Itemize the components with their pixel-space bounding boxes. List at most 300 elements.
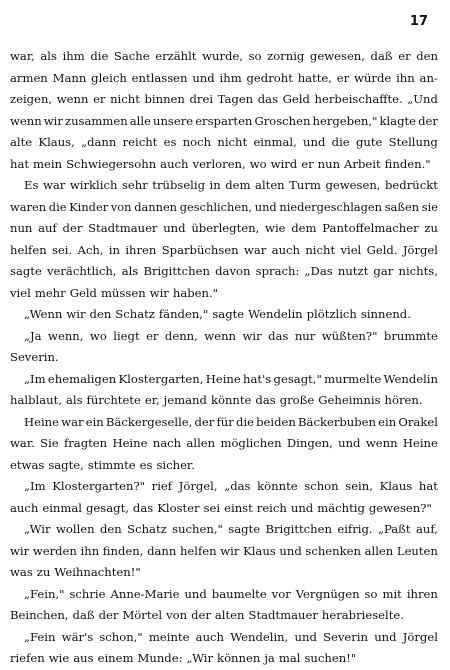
word: schon," [99, 629, 143, 644]
word: war, [10, 49, 35, 63]
word: es [163, 135, 177, 149]
word: auch [10, 500, 39, 515]
word: sagte [228, 522, 261, 536]
word: viel [10, 285, 31, 300]
word: können [217, 651, 261, 665]
word: mit [382, 586, 402, 601]
text-line [10, 197, 438, 219]
word: Sie [40, 436, 59, 450]
word: der [194, 414, 215, 429]
word: wirklich [69, 178, 118, 192]
word: Mann [52, 70, 87, 85]
word: nach [152, 436, 182, 450]
word: möglichen [220, 436, 282, 450]
word: trübselig [152, 178, 206, 192]
word: sie [421, 199, 438, 214]
text-line [10, 326, 438, 348]
word: es [139, 457, 153, 472]
word: schenken [305, 543, 361, 558]
word: „Fein [24, 629, 56, 644]
word: den [89, 307, 112, 321]
word: niedergeschlagen [279, 199, 382, 214]
word: nur [294, 328, 316, 343]
word: Munde: [137, 651, 183, 665]
word: der [418, 113, 438, 128]
word: geschlichen, [179, 199, 253, 214]
word: zusammen [64, 113, 128, 128]
word: so [364, 586, 378, 601]
word: Wendelin [248, 307, 303, 321]
word: „Und [407, 92, 438, 106]
word: schrie [69, 586, 106, 601]
word: alle [129, 113, 151, 128]
word: als [65, 393, 83, 407]
word: der [98, 608, 119, 622]
word: Bäckergeselle, [105, 414, 193, 429]
word: war [42, 178, 66, 192]
word: reich [256, 500, 287, 515]
word: daß [72, 608, 95, 622]
word: ihm [219, 70, 242, 85]
word: aus [73, 651, 94, 665]
word: Heine [112, 436, 148, 450]
word: Beinchen, [10, 608, 69, 622]
word: „Wir [186, 651, 214, 665]
word: denn, [164, 328, 198, 343]
word: Bäckerbuben [298, 414, 377, 429]
word: mein [33, 156, 63, 171]
word: könnte [210, 393, 252, 407]
word: wir [43, 113, 63, 128]
word: Wendelin [383, 371, 438, 386]
word: was [10, 565, 33, 579]
word: Schatz [115, 307, 155, 321]
word: einem [97, 651, 134, 665]
text-line [10, 369, 438, 391]
word: einmal, [253, 135, 297, 149]
word: baumelte [211, 586, 267, 601]
word: „Ja [24, 328, 42, 343]
word: halblaut, [10, 393, 62, 407]
word: „Im [24, 371, 46, 386]
word: Es [24, 178, 39, 192]
word: ihn [80, 543, 100, 558]
word: Weihnachten!" [54, 565, 141, 579]
word: und [184, 586, 207, 601]
word: werden [32, 543, 77, 558]
word: Dingen, [286, 436, 333, 450]
word: Klostergarten, [118, 371, 204, 386]
word: er [146, 328, 159, 343]
word: würde [354, 70, 392, 85]
word: wurde, [202, 49, 243, 63]
word: murmelte [324, 371, 382, 386]
word: Severin. [10, 350, 59, 364]
word: fürchtete [86, 393, 141, 407]
word: gewesen, [325, 178, 381, 192]
word: ihm [62, 49, 85, 63]
word: und [279, 543, 302, 558]
word: Brigittchen [143, 264, 210, 278]
word: ehemaligen [47, 371, 117, 386]
word: liegt [113, 328, 140, 343]
word: suchen," [172, 522, 223, 536]
word: sein, [345, 479, 373, 493]
text-line [10, 584, 438, 606]
page-number: 17 [409, 14, 428, 29]
word: und [374, 629, 397, 644]
word: Severin [323, 629, 369, 644]
word: Geld. [366, 242, 398, 257]
word: sei. [51, 242, 73, 257]
word: Leuten [396, 543, 438, 558]
word: mächtig [317, 500, 365, 515]
word: alte [10, 135, 33, 149]
word: einst [224, 500, 253, 515]
word: Stellung [388, 135, 438, 149]
text-line [10, 304, 438, 326]
word: davon [215, 264, 251, 278]
word: er, [144, 393, 160, 407]
word: wo [89, 328, 107, 343]
word: als [121, 264, 139, 278]
word: die [235, 414, 254, 429]
word: die [90, 49, 109, 63]
word: nicht [305, 242, 336, 257]
word: hat [418, 479, 438, 493]
text-line [10, 562, 438, 584]
word: riefen [10, 651, 45, 665]
word: wir [149, 285, 169, 300]
word: Heine [205, 371, 241, 386]
word: stimmte [87, 457, 136, 472]
word: Kinder [69, 199, 109, 214]
word: gar [373, 264, 394, 278]
word: die [331, 135, 350, 149]
text-line [10, 412, 438, 434]
word: große [279, 393, 315, 407]
word: und [303, 135, 326, 149]
word: haben." [172, 285, 219, 300]
word: auch [160, 156, 189, 171]
word: ein [85, 414, 104, 429]
word: schon [304, 479, 339, 493]
word: unsere [153, 113, 194, 128]
word: helfen [10, 242, 47, 257]
word: war [243, 242, 267, 257]
text-line [10, 648, 438, 670]
word: Arbeit [344, 156, 381, 171]
word: Orakel [398, 414, 438, 429]
word: wir [10, 543, 30, 558]
word: herbeischaffte. [314, 92, 403, 106]
word: verächtlich, [46, 264, 117, 278]
word: Klaus, [38, 135, 75, 149]
word: wir [66, 307, 86, 321]
word: Stadtmauer [88, 221, 158, 235]
word: nichts, [398, 264, 438, 278]
word: war. [10, 436, 35, 450]
word: gesagt," [273, 371, 322, 386]
word: zu [424, 221, 438, 235]
word: sicher. [156, 457, 195, 472]
text-line [10, 498, 438, 520]
word: Stadtmauer [248, 608, 318, 622]
word: sagte [212, 307, 245, 321]
word: beiden [256, 414, 296, 429]
word: Klaus [243, 543, 276, 558]
word: Klaus [379, 479, 413, 493]
word: einmal [42, 500, 82, 515]
word: Vergnügen [295, 586, 360, 601]
word: armen [10, 70, 48, 85]
word: Heine [402, 436, 438, 450]
word: suchen!" [304, 651, 357, 665]
word: das [257, 92, 279, 106]
word: viel [340, 242, 362, 257]
text-line [10, 476, 438, 498]
text-line [10, 433, 438, 455]
text-line [10, 390, 438, 412]
word: meinte [148, 629, 190, 644]
word: alten [214, 608, 245, 622]
word: nun [317, 156, 341, 171]
word: etwas [10, 457, 45, 472]
word: zu [36, 565, 51, 579]
text-line [10, 154, 438, 176]
word: vor [271, 586, 291, 601]
word: wenn [365, 436, 398, 450]
word: Geld [69, 285, 97, 300]
word: Jörgel, [178, 479, 218, 493]
word: jemand [163, 393, 207, 407]
word: „Paßt [377, 522, 411, 536]
word: Anne-Marie [110, 586, 180, 601]
word: dannen [134, 199, 178, 214]
word: hat's [243, 371, 272, 386]
word: hat [10, 156, 30, 171]
word: überlegten, [191, 221, 260, 235]
word: ersparten [195, 113, 253, 128]
word: hergeben," [312, 113, 378, 128]
word: bedrückt [384, 178, 438, 192]
word: das [255, 393, 276, 407]
word: allen [186, 436, 216, 450]
word: „Das [304, 264, 333, 278]
word: noch [182, 135, 212, 149]
word: von [110, 199, 132, 214]
word: binnen [144, 92, 185, 106]
word: von [166, 608, 188, 622]
word: wie [265, 221, 286, 235]
word: Wendelin, [230, 629, 289, 644]
word: die [48, 199, 67, 214]
word: er [398, 49, 411, 63]
word: wenn, [48, 328, 84, 343]
word: zeigen, [10, 92, 53, 106]
word: könnte [257, 479, 298, 493]
word: „Fein," [24, 586, 65, 601]
text-line [10, 605, 438, 627]
text-line [10, 347, 438, 369]
word: wollen [55, 522, 95, 536]
word: gedroht [246, 70, 293, 85]
word: Sparbüchsen [161, 242, 239, 257]
word: mehr [34, 285, 66, 300]
word: in [108, 242, 121, 257]
word: Jörgel [402, 629, 438, 644]
word: und [163, 221, 186, 235]
word: fragten [63, 436, 108, 450]
word: an- [419, 70, 438, 85]
word: so [248, 49, 262, 63]
word: daß [370, 49, 393, 63]
word: ein [378, 414, 397, 429]
word: fänden," [158, 307, 209, 321]
word: ihn [396, 70, 415, 85]
word: Schatz [127, 522, 167, 536]
word: als [40, 49, 57, 63]
word: eifrig. [337, 522, 373, 536]
text-line [10, 283, 438, 305]
word: den [416, 49, 438, 63]
word: nun [10, 221, 33, 235]
word: helfen [179, 543, 217, 558]
word: „dann [81, 135, 117, 149]
word: ja [264, 651, 275, 665]
word: „Wir [24, 522, 51, 536]
word: der [62, 221, 83, 235]
word: herabrieselte. [321, 608, 404, 622]
body-text [10, 46, 438, 670]
word: Groschen [254, 113, 311, 128]
word: Geheimnis [318, 393, 381, 407]
word: entlassen [131, 70, 188, 85]
word: gesagt, [86, 500, 129, 515]
word: sei [203, 500, 221, 515]
word: „Wenn [24, 307, 63, 321]
word: müssen [100, 285, 146, 300]
word: den [100, 522, 122, 536]
word: und [338, 436, 361, 450]
word: wir [220, 543, 240, 558]
word: wird [270, 156, 298, 171]
word: und [290, 500, 314, 515]
word: waren [10, 199, 47, 214]
word: auf, [415, 522, 438, 536]
word: wir [242, 328, 262, 343]
word: Tagen [217, 92, 254, 106]
word: allen [364, 543, 394, 558]
text-line [10, 111, 438, 133]
word: „das [224, 479, 251, 493]
word: dann [147, 543, 177, 558]
text-line [10, 455, 438, 477]
word: nutzt [337, 264, 369, 278]
word: für [216, 414, 234, 429]
word: Brigittchen [265, 522, 332, 536]
word: Turm [289, 178, 321, 192]
word: das [132, 500, 154, 515]
word: finden." [384, 156, 431, 171]
word: auf [38, 221, 57, 235]
word: wär's [61, 629, 94, 644]
text-line [10, 46, 438, 68]
word: sagte, [48, 457, 84, 472]
word: sprach: [255, 264, 300, 278]
text-line [10, 519, 438, 541]
word: gleich [91, 70, 127, 85]
word: reicht [122, 135, 158, 149]
word: wie [48, 651, 70, 665]
word: ihren [125, 242, 157, 257]
word: und [254, 199, 277, 214]
word: hatte, [297, 70, 332, 85]
text-line [10, 132, 438, 154]
text-line [10, 627, 438, 649]
word: wenn [10, 113, 42, 128]
word: ihren [406, 586, 438, 601]
word: Jörgel [402, 242, 438, 257]
word: wenn [56, 92, 89, 106]
word: gewesen, [309, 49, 365, 63]
word: gewesen?" [368, 500, 432, 515]
text-line [10, 541, 438, 563]
word: Mörtel [122, 608, 163, 622]
word: und [294, 629, 317, 644]
word: er [93, 92, 106, 106]
word: auch [195, 629, 224, 644]
word: erzählt [155, 49, 197, 63]
word: auch [271, 242, 301, 257]
word: Klostergarten?" [52, 479, 146, 493]
text-line [10, 240, 438, 262]
word: sagte [10, 264, 42, 278]
word: hören. [384, 393, 423, 407]
word: mal [278, 651, 301, 665]
word: drei [189, 92, 214, 106]
word: Ach, [77, 242, 104, 257]
word: nicht [217, 135, 248, 149]
word: gute [355, 135, 383, 149]
word: wüßten?" [321, 328, 378, 343]
word: der [191, 608, 211, 622]
word: plötzlich [306, 307, 357, 321]
word: saßen [384, 199, 420, 214]
text-line [10, 89, 438, 111]
word: wo [249, 156, 267, 171]
text-line [10, 68, 438, 90]
word: Heine [24, 414, 60, 429]
word: rief [151, 479, 173, 493]
word: in [209, 178, 221, 192]
word: dem [225, 178, 251, 192]
word: Kloster [157, 500, 200, 515]
word: nicht [110, 92, 140, 106]
word: wenn [204, 328, 236, 343]
word: war [61, 414, 84, 429]
word: alten [255, 178, 285, 192]
word: zornig [267, 49, 305, 63]
text-line [10, 218, 438, 240]
word: dem [291, 221, 317, 235]
word: er [336, 70, 350, 85]
word: finden, [102, 543, 144, 558]
word: brummte [383, 328, 438, 343]
word: er [301, 156, 314, 171]
word: sehr [121, 178, 148, 192]
word: Pantoffelmacher [322, 221, 419, 235]
